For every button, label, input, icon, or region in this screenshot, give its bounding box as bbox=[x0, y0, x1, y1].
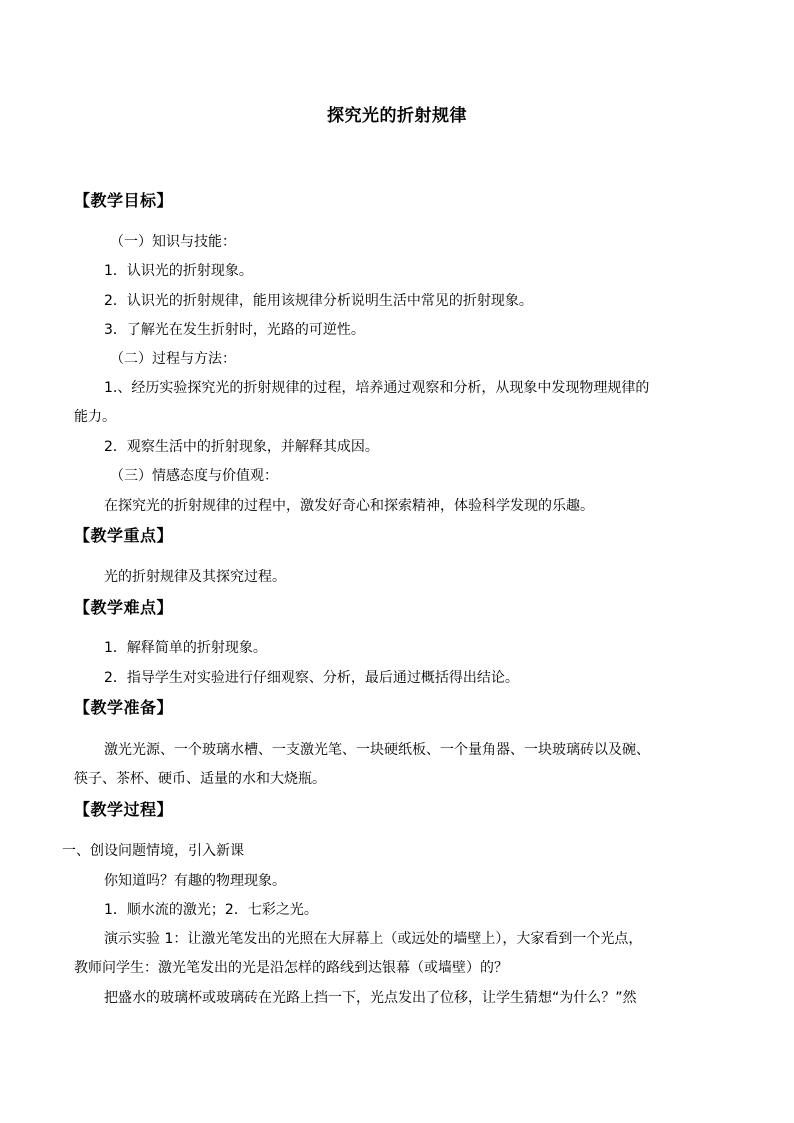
objectives-line: 能力。 bbox=[74, 409, 116, 425]
objectives-line: 2．观察生活中的折射现象，并解释其成因。 bbox=[104, 439, 379, 455]
process-line: 你知道吗？有趣的物理现象。 bbox=[104, 873, 286, 889]
section-heading-objectives: 【教学目标】 bbox=[74, 191, 174, 210]
objectives-line: 1．认识光的折射现象。 bbox=[104, 263, 253, 279]
process-line: 一、创设问题情境，引入新课 bbox=[62, 843, 244, 859]
section-heading-key-points: 【教学重点】 bbox=[74, 526, 174, 545]
objectives-line: 在探究光的折射规律的过程中，激发好奇心和探索精神，体验科学发现的乐趣。 bbox=[104, 498, 594, 514]
key-points-line: 光的折射规律及其探究过程。 bbox=[104, 569, 286, 585]
objectives-line: （三）情感态度与价值观： bbox=[110, 468, 278, 484]
section-heading-preparation: 【教学准备】 bbox=[74, 698, 174, 717]
objectives-line: 2．认识光的折射规律，能用该规律分析说明生活中常见的折射现象。 bbox=[104, 293, 533, 309]
process-line: 1．顺水流的激光；2．七彩之光。 bbox=[104, 902, 318, 918]
preparation-line: 筷子、茶杯、硬币、适量的水和大烧瓶。 bbox=[74, 771, 326, 787]
section-heading-difficulties: 【教学难点】 bbox=[74, 598, 174, 617]
difficulties-line: 2．指导学生对实验进行仔细观察、分析，最后通过概括得出结论。 bbox=[104, 670, 519, 686]
process-line: 教师问学生：激光笔发出的光是沿怎样的路线到达银幕（或墙壁）的？ bbox=[74, 960, 508, 976]
process-line: 把盛水的玻璃杯或玻璃砖在光路上挡一下，光点发出了位移，让学生猜想“为什么？”然 bbox=[104, 990, 637, 1006]
difficulties-line: 1．解释简单的折射现象。 bbox=[104, 640, 267, 656]
process-line: 演示实验 1：让激光笔发出的光照在大屏幕上（或远处的墙壁上），大家看到一个光点， bbox=[104, 931, 643, 947]
document-title: 探究光的折射规律 bbox=[327, 106, 467, 126]
objectives-line: 1.、经历实验探究光的折射规律的过程，培养通过观察和分析，从现象中发现物理规律的 bbox=[104, 380, 650, 396]
preparation-line: 激光光源、一个玻璃水槽、一支激光笔、一块硬纸板、一个量角器、一块玻璃砖以及碗、 bbox=[104, 742, 650, 758]
objectives-line: （二）过程与方法： bbox=[110, 351, 236, 367]
objectives-line: （一）知识与技能： bbox=[110, 234, 236, 250]
section-heading-process: 【教学过程】 bbox=[74, 800, 174, 819]
objectives-line: 3．了解光在发生折射时，光路的可逆性。 bbox=[104, 322, 365, 338]
